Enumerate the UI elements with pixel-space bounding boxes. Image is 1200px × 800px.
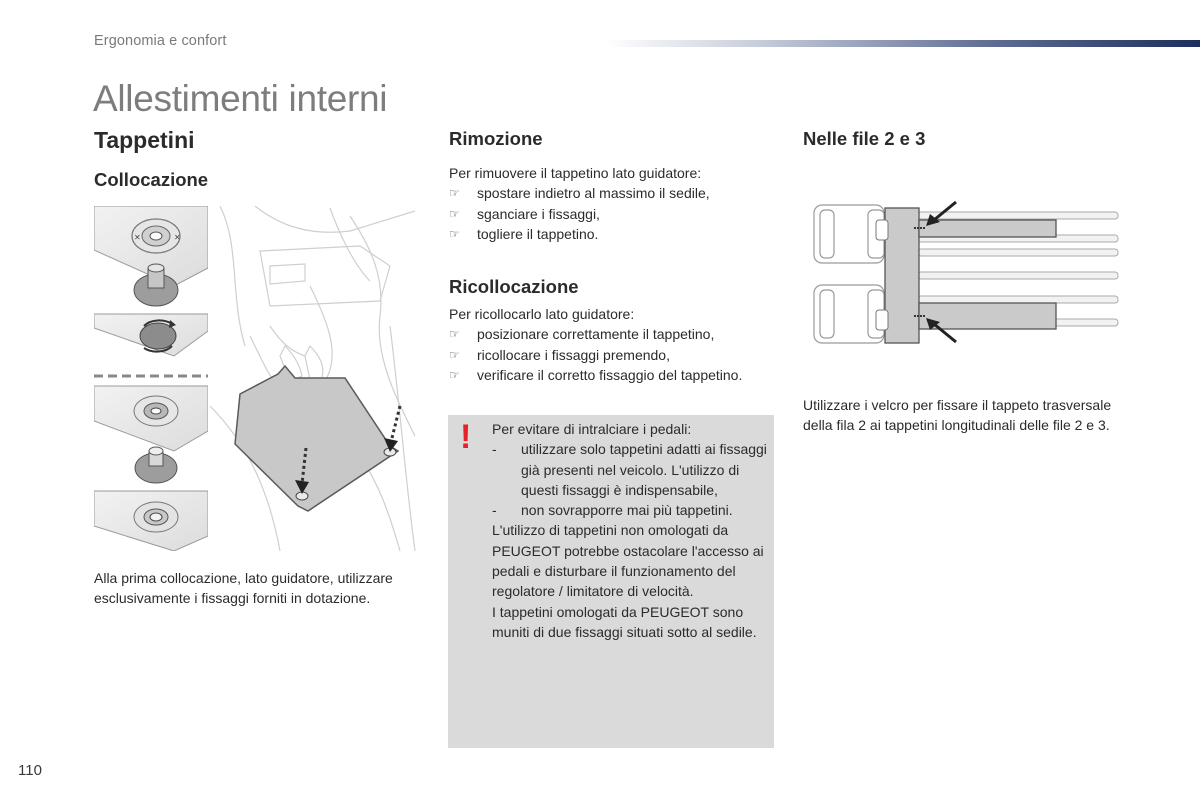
section-title-tappetini: Tappetini: [94, 127, 195, 153]
hand-pointer-icon: ☞: [449, 206, 460, 221]
list-item: [449, 204, 769, 224]
hand-pointer-icon: ☞: [449, 186, 460, 201]
list-item: [449, 224, 769, 244]
subsection-title-collocazione: Collocazione: [94, 169, 209, 190]
page-number: 110: [18, 762, 42, 779]
warning-paragraph-2: I tappetini omologati da PEUGEOT sono muniti di due fissaggi situati sotto al sedile.: [492, 603, 757, 640]
driver-footwell-mat-illustration: [210, 206, 420, 551]
warning-intro: Per evitare di intralciare i pedali:: [492, 421, 692, 437]
svg-text:✕: ✕: [174, 233, 181, 242]
hand-pointer-icon: ☞: [449, 226, 460, 241]
header-gradient-bar: [604, 40, 1200, 47]
list-item: [449, 365, 779, 385]
step-text: posizionare correttamente il tappetino,: [477, 326, 715, 343]
fixing-clips-illustration: [94, 206, 208, 551]
ricollocazione-steps: [449, 324, 779, 385]
rimozione-intro: Per rimuovere il tappetino lato guidatore:: [449, 165, 702, 181]
dash-marker: -: [492, 502, 497, 519]
warning-text: [492, 419, 767, 642]
step-text: verificare il corretto fissaggio del tappetino.: [477, 366, 743, 383]
warning-paragraph-1: L'utilizzo di tappetini non omologati da PEUGEOT potrebbe ostacolare l'accesso ai pedali e disturbare il funzionamento del regolatore / limitatore di velocità.: [492, 522, 764, 600]
collocazione-text: Alla prima collocazione, lato guidatore, utilizzare esclusivamente i fissaggi forniti in dotazione.: [94, 570, 393, 607]
rows-2-3-mat-illustration: [808, 200, 1120, 345]
nelle-file-text: Utilizzare i velcro per fissare il tappeto trasversale della fila 2 ai tappetini longitudinali delle file 2 e 3.: [803, 397, 1112, 434]
list-item: [449, 345, 779, 365]
subsection-title-nelle-file: Nelle file 2 e 3: [803, 128, 926, 149]
page-title: Allestimenti interni: [93, 78, 388, 119]
rimozione-steps: [449, 183, 769, 244]
list-item: [449, 183, 769, 203]
list-item: [492, 439, 767, 500]
warning-exclamation-icon: !: [460, 418, 472, 456]
ricollocazione-block: [449, 304, 779, 385]
rimozione-block: [449, 163, 769, 244]
dash-marker: -: [492, 441, 497, 458]
step-text: togliere il tappetino.: [477, 225, 599, 242]
header-section-label: Ergonomia e confort: [94, 33, 227, 49]
svg-text:✕: ✕: [134, 233, 141, 242]
step-text: ricollocare i fissaggi premendo,: [477, 346, 670, 363]
step-text: spostare indietro al massimo il sedile,: [477, 185, 710, 202]
warning-item-text: non sovrapporre mai più tappetini.: [521, 502, 733, 519]
ricollocazione-intro: Per ricollocarlo lato guidatore:: [449, 306, 635, 322]
warning-item-text: utilizzare solo tappetini adatti ai fissaggi già presenti nel veicolo. L'utilizzo di questi fissaggi è indispensabile,: [521, 441, 767, 498]
hand-pointer-icon: ☞: [449, 347, 460, 362]
hand-pointer-icon: ☞: [449, 327, 460, 342]
step-text: sganciare i fissaggi,: [477, 205, 600, 222]
subsection-title-ricollocazione: Ricollocazione: [449, 276, 579, 297]
list-item: [492, 500, 767, 520]
hand-pointer-icon: ☞: [449, 367, 460, 382]
subsection-title-rimozione: Rimozione: [449, 128, 543, 149]
list-item: [449, 324, 779, 344]
